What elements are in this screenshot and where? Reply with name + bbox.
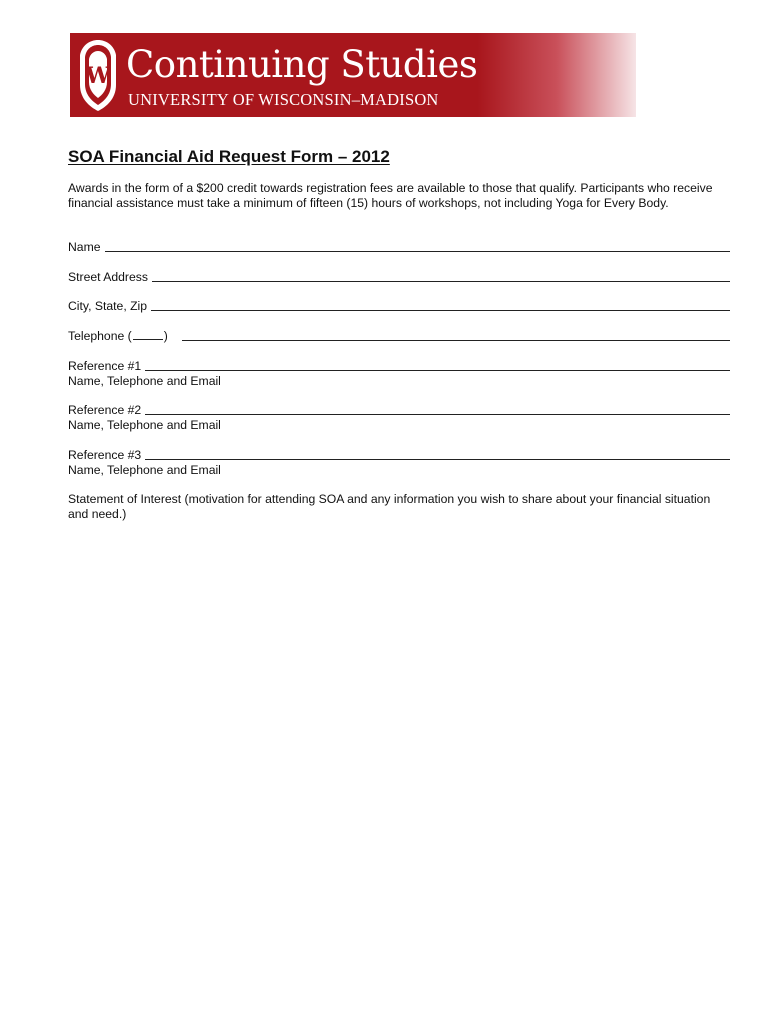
name-input-line[interactable] — [105, 240, 730, 252]
area-code-input-line[interactable] — [133, 328, 163, 340]
reference-3-label: Reference #3 — [68, 448, 142, 462]
reference-2-input-line[interactable] — [145, 403, 730, 415]
street-address-input-line[interactable] — [152, 270, 730, 282]
street-address-field[interactable] — [68, 269, 730, 285]
name-label: Name — [68, 240, 101, 254]
telephone-label — [68, 328, 172, 344]
city-state-zip-label: City, State, Zip — [68, 299, 148, 313]
reference-2-field[interactable] — [68, 402, 730, 418]
reference-3-sub-label: Name, Telephone and Email — [68, 463, 221, 477]
crest-letter: W — [85, 63, 111, 89]
street-address-label: Street Address — [68, 270, 148, 284]
statement-of-interest: Statement of Interest (motivation for attending SOA and any information you wish to share about your financial situation and need.) — [68, 492, 711, 521]
reference-2-label: Reference #2 — [68, 403, 142, 417]
reference-1-label: Reference #1 — [68, 359, 142, 373]
telephone-field[interactable] — [68, 328, 730, 344]
brand-title: Continuing Studies — [126, 43, 478, 86]
reference-3-input-line[interactable] — [145, 448, 730, 460]
continuing-studies-banner — [70, 33, 636, 117]
reference-1-input-line[interactable] — [145, 359, 730, 371]
telephone-input-line[interactable] — [182, 329, 730, 341]
name-field[interactable] — [68, 239, 730, 255]
city-state-zip-input-line[interactable] — [151, 299, 730, 311]
city-state-zip-field[interactable] — [68, 298, 730, 314]
intro-paragraph: Awards in the form of a $200 credit towards registration fees are available to those that qualify. Participants who receive financial assistance must take a minimum of fifteen (15) hours of workshops, not including Yoga for Every Body. — [68, 181, 713, 210]
telephone-label-prefix: Telephone ( — [68, 329, 132, 343]
reference-1-field[interactable] — [68, 358, 730, 374]
reference-3-field[interactable] — [68, 447, 730, 463]
telephone-label-suffix: ) — [163, 329, 168, 343]
reference-1-sub-label: Name, Telephone and Email — [68, 374, 221, 388]
form-title: SOA Financial Aid Request Form – 2012 — [68, 147, 390, 166]
reference-2-sub-label: Name, Telephone and Email — [68, 418, 221, 432]
uw-crest-icon — [76, 37, 120, 113]
brand-subtitle: UNIVERSITY OF WISCONSIN–MADISON — [128, 90, 439, 109]
